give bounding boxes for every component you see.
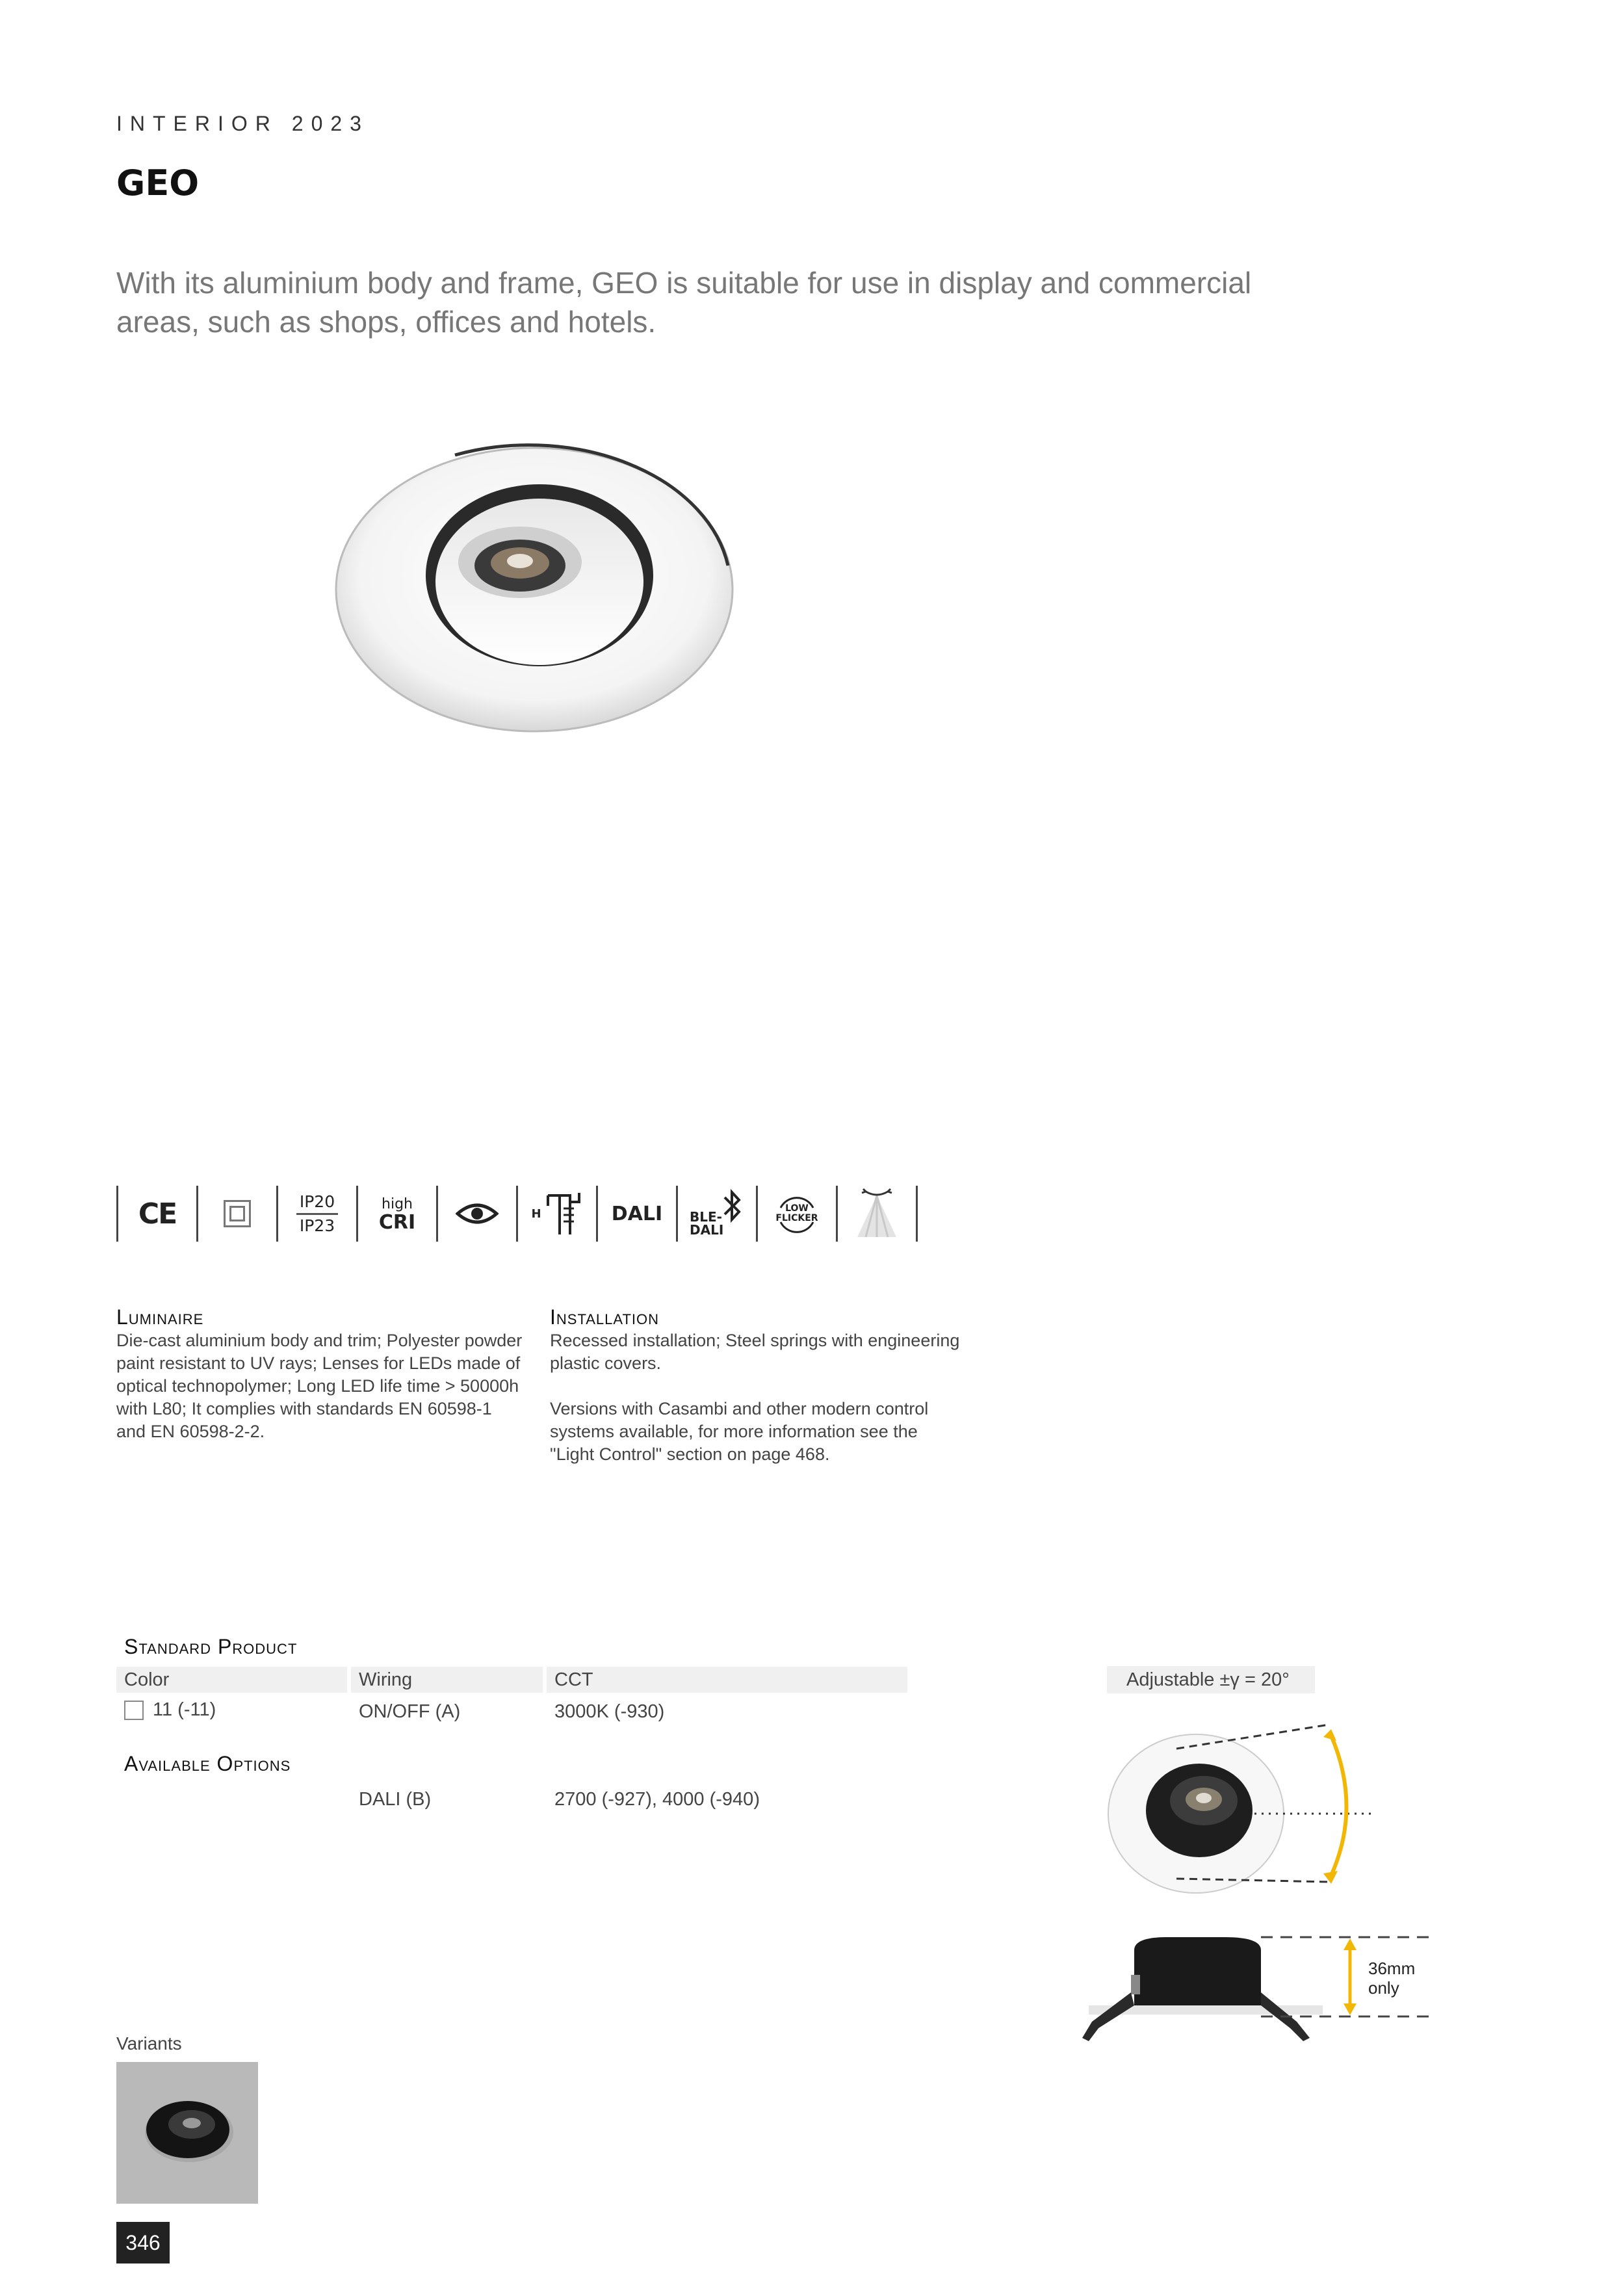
ble-dali-icon xyxy=(676,1186,756,1242)
dali-text: DALI xyxy=(611,1202,663,1225)
product-intro: With its aluminium body and frame, GEO is suitable for use in display and commercial areas, such as shops, offices and hotels. xyxy=(116,266,1252,339)
column-header-cct: CCT xyxy=(554,1669,593,1690)
ip-rating-icon xyxy=(276,1186,356,1242)
high-cri-top: high xyxy=(382,1196,413,1212)
variant-thumbnail-black[interactable] xyxy=(116,2062,258,2204)
ip-rating-bottom: IP23 xyxy=(299,1216,335,1235)
option-row-wiring: DALI (B) xyxy=(359,1789,432,1810)
ce-mark-icon xyxy=(116,1186,196,1242)
color-swatch-white xyxy=(124,1701,144,1720)
luminaire-body: Die-cast aluminium body and trim; Polyester powder paint resistant to UV rays; Lenses for LEDs made of optical technopolymer; Long LED life time > 50000h with L80; It complies with standards EN 60598-1 and EN 60598-2-2. xyxy=(116,1331,523,1441)
column-header-color: Color xyxy=(124,1669,170,1690)
adjustable-angle-label: Adjustable ±γ = 20° xyxy=(1107,1666,1315,1693)
installation-body-1: Recessed installation; Steel springs with engineering plastic covers. xyxy=(550,1331,960,1373)
installation-heading: Installation xyxy=(550,1305,659,1329)
class-ii-icon xyxy=(196,1186,276,1242)
ble-dali-text: BLE- DALI xyxy=(690,1209,724,1238)
dali-icon xyxy=(596,1186,676,1242)
available-options-heading: Available Options xyxy=(124,1752,291,1775)
installation-section xyxy=(550,1305,966,1466)
ce-mark-text: CE xyxy=(138,1197,177,1231)
installation-body-2: Versions with Casambi and other modern control systems available, for more information see the "Light Control" section on page 468. xyxy=(550,1399,929,1464)
ip-rating-top: IP20 xyxy=(299,1192,335,1211)
eye-icon xyxy=(436,1186,516,1242)
height-dimension-value: 36mm xyxy=(1368,1959,1416,1978)
height-dimension-note: only xyxy=(1368,1978,1399,1998)
high-cri-icon xyxy=(356,1186,436,1242)
adjustable-beam-icon xyxy=(836,1186,918,1242)
product-hero-image xyxy=(325,436,741,741)
feature-icon-strip xyxy=(116,1186,918,1242)
color-code: 11 (-11) xyxy=(153,1699,216,1720)
height-dimension-label xyxy=(1368,1959,1415,1998)
luminaire-section xyxy=(116,1305,526,1443)
page-number: 346 xyxy=(116,2222,170,2263)
catalog-kicker: INTERIOR 2023 xyxy=(116,112,369,135)
option-row-cct: 2700 (-927), 4000 (-940) xyxy=(554,1789,760,1810)
table-row-color xyxy=(124,1699,216,1721)
standard-product-heading: Standard Product xyxy=(124,1635,298,1658)
variants-label: Variants xyxy=(116,2033,182,2054)
table-row-cct: 3000K (-930) xyxy=(554,1701,665,1722)
high-cri-bottom: CRI xyxy=(378,1211,416,1234)
low-flicker-icon xyxy=(756,1186,836,1242)
table-header-cct-bg xyxy=(547,1667,907,1693)
table-row-wiring: ON/OFF (A) xyxy=(359,1701,461,1722)
luminaire-heading: Luminaire xyxy=(116,1305,204,1329)
column-header-wiring: Wiring xyxy=(359,1669,413,1690)
low-flicker-text: LOW FLICKER xyxy=(775,1203,818,1223)
page-title: GEO xyxy=(116,163,200,203)
height-adjust-icon xyxy=(516,1186,596,1242)
height-adjust-text: H xyxy=(531,1207,541,1221)
tilt-diagram xyxy=(1105,1723,1378,1911)
